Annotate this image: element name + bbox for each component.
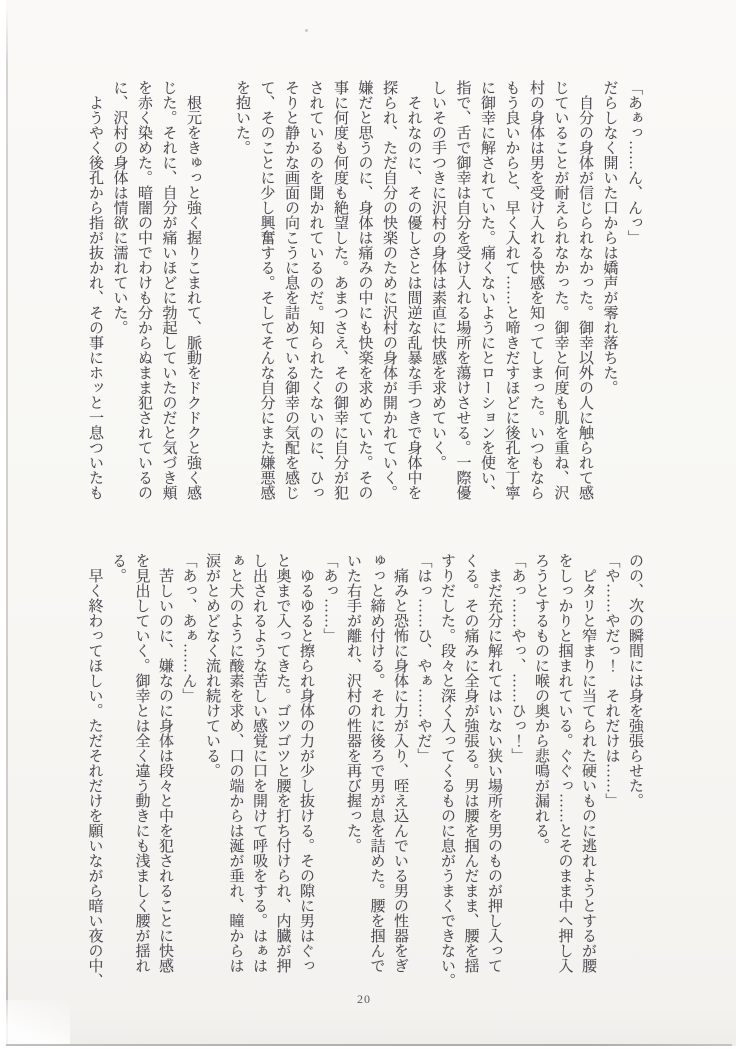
lower-text-block [82, 553, 646, 989]
text-column: ようやく後孔から指が抜かれ、その事にホッと一息ついたも [87, 95, 103, 500]
text-column: されているのを聞かれているのだ。知られたくないのに、ひっ [307, 80, 324, 500]
text-column: それなのに、その優しさとは間逆な乱暴な手つきで身体中を [405, 95, 422, 500]
text-column: し出されるような苦しい感覚に口を開けて呼吸をする。はぁは [251, 553, 267, 973]
text-column: を抱いた。 [234, 80, 250, 155]
page-left-edge-line [6, 6, 8, 1044]
text-column: 探られ、ただ自分の快楽のために沢村の身体が開かれていく。 [381, 80, 397, 500]
text-column: ろうとするものに喉の奥から悲鳴が漏れる。 [533, 553, 549, 853]
text-column: る。 [110, 553, 126, 583]
text-column: 「はっ……ひ、やぁ……やだ」 [415, 553, 432, 763]
text-column: だらしなく開いた口からは嬌声が零れ落ちた。 [601, 80, 618, 395]
text-column: 「や……やだっ！ それだけは……」 [603, 553, 620, 808]
text-column: 「あっ、あぁ……ん」 [180, 553, 197, 703]
text-column: じていることが耐えられなかった。御幸と何度も肌を重ね、沢 [552, 80, 569, 500]
text-column: 「あっ……やっ、……ひっ！」 [509, 553, 526, 763]
text-column: まだ充分に解れてはいない狭い場所を男のものが押し入って [486, 568, 502, 973]
text-column: くる。その痛みに全身が強張る。男は腰を掴んだまま、腰を揺 [462, 553, 479, 973]
text-column: に、沢村の身体は情欲に濡れていた。 [111, 80, 128, 335]
text-column: のの、次の瞬間には身を強張らせた。 [627, 553, 643, 808]
text-column: を見出していく。御幸とは全く違う動きにも浅ましく腰が揺れ [133, 553, 150, 973]
text-column: 自分の身体が信じられなかった。御幸以外の人に触られて感 [577, 95, 593, 500]
text-column: をしっかりと掴まれている。ぐぐっ……とそのまま中へ押し入 [556, 553, 573, 973]
text-column: に御幸に解されていた。痛くないようにとローションを使い、 [479, 80, 495, 500]
scan-speck [305, 29, 308, 32]
text-column: を赤く染めた。暗闇の中でわけも分からぬまま犯されているの [136, 80, 152, 500]
text-column: そりと静かな画面の向こうに息を詰めている御幸の気配を感じ [283, 80, 299, 500]
text-column: ゆるゆると擦られ身体の力が少し抜ける。その隙に男はぐっ [298, 568, 314, 973]
text-column: すりだした。段々と深く入ってくるものに息がうまくできない。 [439, 553, 455, 988]
text-column: ぁと犬のように酸素を求め、口の端からは涎が垂れ、瞳からは [227, 553, 244, 973]
text-column: しいその手つきに沢村の身体は素直に快感を求めていく。 [430, 80, 446, 470]
text-column: じた。それに、自分が痛いほどに勃起していたのだと気づき頬 [160, 80, 177, 500]
text-column: 苦しいのに、嫌なのに身体は段々と中を犯されることに快感 [157, 568, 173, 973]
text-column: 「あぁっ……ん、んっ」 [626, 80, 642, 245]
text-column: て、そのことに少し興奮する。そしてそんな自分にまた嫌悪感 [258, 80, 275, 500]
scan-margin-left [0, 0, 6, 1049]
text-column: 「あっ……」 [321, 553, 338, 643]
text-column [205, 80, 230, 516]
page-corner-highlight [0, 1000, 70, 1044]
text-column: 根元をきゅっと強く握りこまれて、脈動をドクドクと強く感 [185, 95, 201, 500]
text-column: 指で、舌で御幸は自分を受け入れる場所を蕩けさせる。一際優 [454, 80, 471, 500]
text-column: 涙がとめどなく流れ続けている。 [204, 553, 220, 778]
text-column: と奥まで入ってきた。ゴツゴツと腰を打ち付けられ、内臓が押 [274, 553, 291, 973]
text-column: 事に何度も何度も絶望した。あまつさえ、その御幸に自分が犯 [332, 80, 348, 500]
page-number: 20 [357, 992, 371, 1006]
upper-text-block [82, 80, 646, 516]
text-column: 村の身体は男を受け入れる快感を知ってしまった。いつもなら [528, 80, 544, 500]
text-column: ゅっと締め付ける。それに後ろで男が息を詰めた。腰を掴んで [368, 553, 385, 973]
text-column: 嫌だと思うのに、身体は痛みの中にも快楽を求めていた。その [356, 80, 373, 500]
text-column: ピタリと窄まりに当てられた硬いものに逃れようとするが腰 [580, 568, 596, 973]
text-column: 痛みと恐怖に身体に力が入り、咥え込んでいる男の性器をぎ [392, 568, 408, 973]
text-column: もう良いからと、早く入れて……と啼きだすほどに後孔を丁寧 [503, 80, 520, 500]
text-column: いた右手が離れ、沢村の性器を再び握った。 [345, 553, 361, 853]
text-column: 早く終わってほしい。ただそれだけを願いながら暗い夜の中、 [86, 568, 103, 988]
